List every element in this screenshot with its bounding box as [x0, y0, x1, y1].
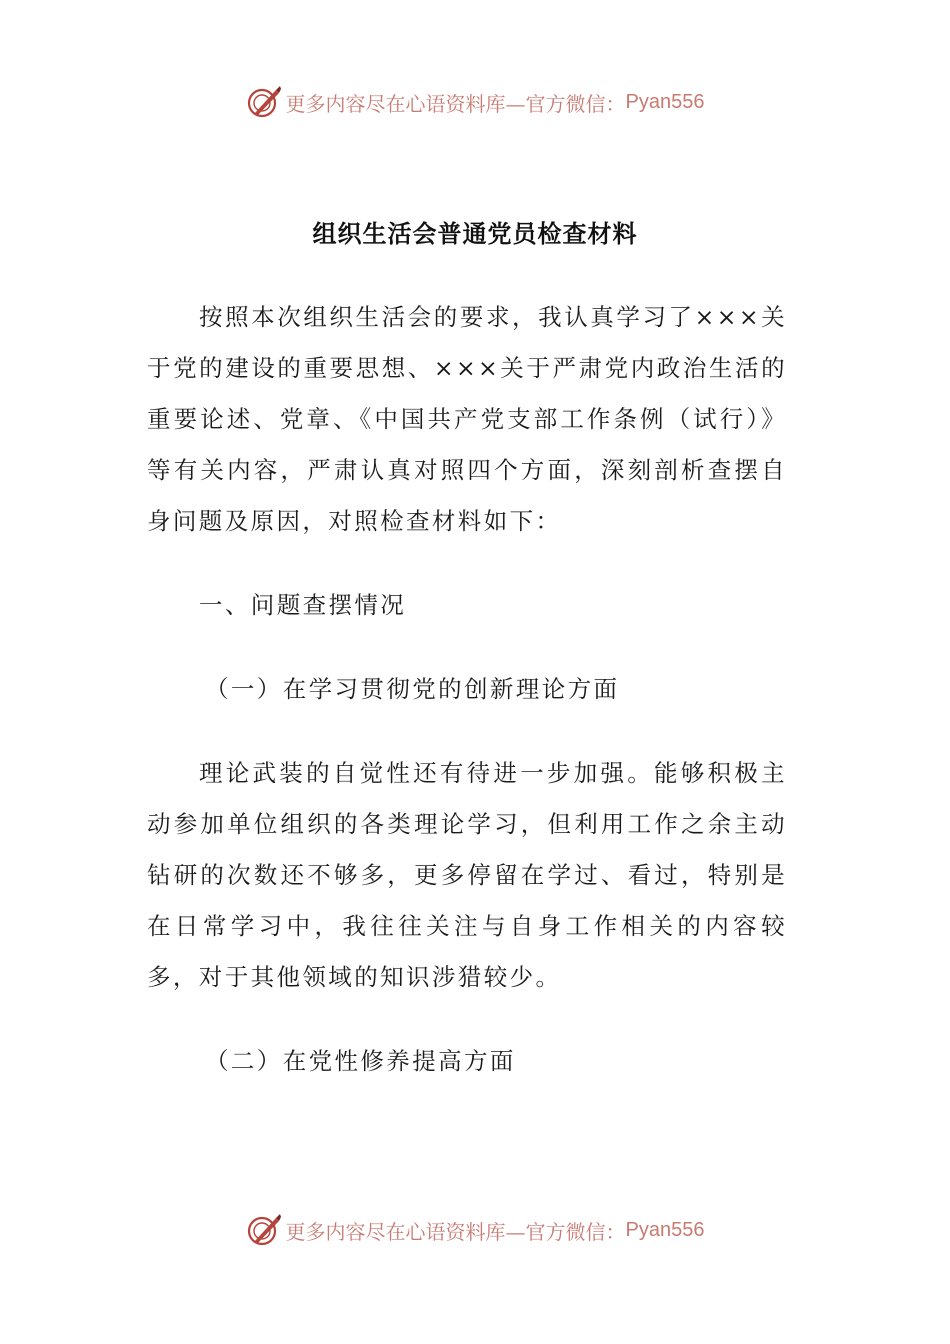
watermark-text: 更多内容尽在心语资料库—官方微信： — [285, 1219, 626, 1244]
pen-logo-icon — [246, 1212, 282, 1248]
watermark-wechat-id: Pyan556 — [625, 90, 705, 113]
watermark-text: 更多内容尽在心语资料库—官方微信： — [285, 91, 626, 116]
intro-paragraph: 按照本次组织生活会的要求，我认真学习了×××关于党的建设的重要思想、×××关于严肃党内政治生活的重要论述、党章、《中国共产党支部工作条例（试行）》等有关内容，严肃认真对照四个方面，深刻剖析查摆自身问题及原因，对照检查材料如下： — [147, 303, 787, 535]
subsection-heading-1: （一）在学习贯彻党的创新理论方面 — [205, 675, 620, 703]
watermark-banner-top — [0, 82, 950, 122]
watermark-wechat-id: Pyan556 — [625, 1218, 705, 1241]
document-body — [147, 292, 787, 1087]
section-heading-1: 一、问题查摆情况 — [199, 591, 407, 619]
pen-logo-icon — [246, 84, 282, 120]
subsection-heading-2: （二）在党性修养提高方面 — [205, 1047, 516, 1075]
document-title: 组织生活会普通党员检查材料 — [312, 219, 638, 248]
watermark-banner-bottom — [0, 1210, 950, 1250]
subsection-1-paragraph: 理论武装的自觉性还有待进一步加强。能够积极主动参加单位组织的各类理论学习，但利用工作之余主动钻研的次数还不够多，更多停留在学过、看过，特别是在日常学习中，我往往关注与自身工作相关的内容较多，对于其他领域的知识涉猎较少。 — [147, 759, 787, 991]
